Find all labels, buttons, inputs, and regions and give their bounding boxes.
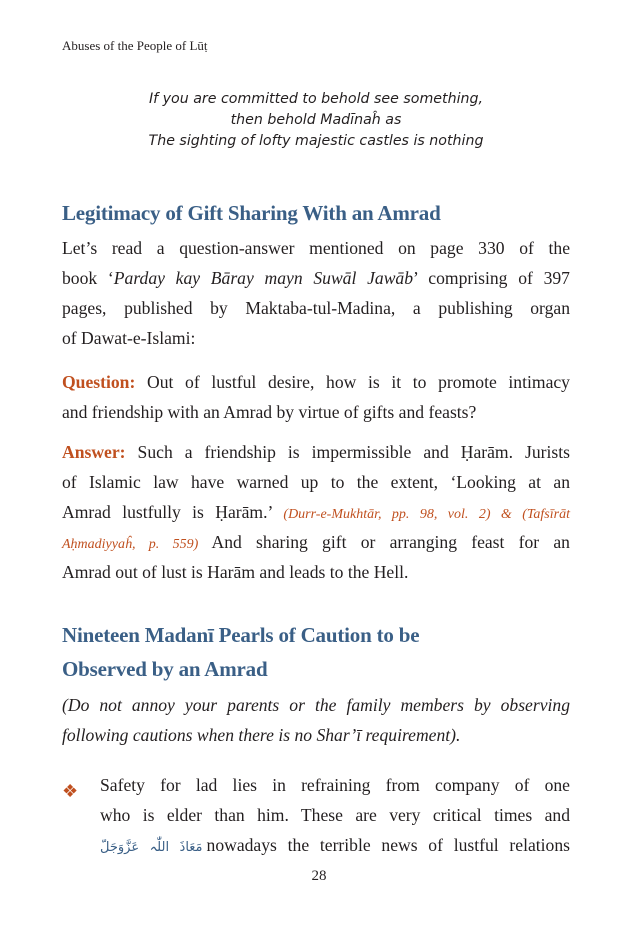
intro-line: book ‘Parday kay Bāray mayn Suwāl Jawāb’ comprising of 397 [62, 268, 570, 288]
answer-paragraph [62, 437, 570, 587]
question-line: and friendship with an Amrad by virtue of gifts and feasts? [62, 402, 477, 422]
section-heading-madani-pearls-2: Observed by an Amrad [62, 657, 268, 681]
citation: Aḥmadiyyaĥ, p. 559) [62, 537, 199, 552]
verse-line: The sighting of lofty majestic castles is nothing [148, 133, 484, 149]
bullet-line: who is elder than him. These are very critical times and [100, 805, 570, 825]
diamond-bullet-icon: ❖ [62, 781, 79, 801]
caution-note [62, 690, 570, 750]
running-header: Abuses of the People of Lūṭ [62, 38, 208, 53]
bullet-line [100, 830, 570, 863]
answer-line [62, 437, 570, 467]
question-text: Out of lustful desire, how is it to promote intimacy [146, 372, 570, 392]
intro-paragraph [62, 233, 570, 353]
arabic-invocation: مَعَاذَ اللّٰہ عَزَّوَجَلّ [100, 840, 203, 855]
intro-line: pages, published by Maktaba-tul-Madina, a publishing organ [62, 298, 570, 318]
question-paragraph [62, 367, 570, 427]
question-label: Question: [62, 372, 136, 392]
answer-line [62, 527, 570, 557]
answer-text: Such a friendship is impermissible and Ḥarām. Jurists [137, 442, 570, 462]
answer-text: And sharing gift or arranging feast for an [211, 532, 570, 552]
answer-line: of Islamic law have warned up to the extent, ‘Looking at an [62, 472, 570, 492]
answer-label: Answer: [62, 442, 126, 462]
bullet-paragraph [100, 770, 570, 863]
verse-line: If you are committed to behold see something, [148, 91, 484, 107]
bullet-line: Safety for lad lies in refraining from company of one [100, 775, 570, 795]
question-line [62, 367, 570, 397]
bullet-text: nowadays the terrible news of lustful relations [206, 835, 570, 855]
section-heading-gift-sharing: Legitimacy of Gift Sharing With an Amrad [62, 201, 441, 225]
verse-line: then behold Madīnaĥ as [230, 112, 402, 128]
intro-line: of Dawat-e-Islami: [62, 328, 196, 348]
book-title: Parday kay Bāray mayn Suwāl Jawāb [113, 268, 414, 288]
verse-block [62, 89, 570, 152]
answer-line [62, 497, 570, 527]
answer-text: Amrad lustfully is Ḥarām.’ [62, 502, 273, 522]
page-number: 28 [311, 868, 327, 884]
section-heading-madani-pearls-1: Nineteen Madanī Pearls of Caution to be [62, 623, 420, 647]
citation: (Durr-e-Mukhtār, pp. 98, vol. 2) & (Tafsīrāt [283, 507, 570, 522]
note-line: following cautions when there is no Shar’ī requirement). [62, 725, 461, 745]
answer-line: Amrad out of lust is Harām and leads to the Hell. [62, 562, 409, 582]
note-line: (Do not annoy your parents or the family members by observing [62, 695, 570, 715]
intro-line: Let’s read a question-answer mentioned on page 330 of the [62, 238, 570, 258]
